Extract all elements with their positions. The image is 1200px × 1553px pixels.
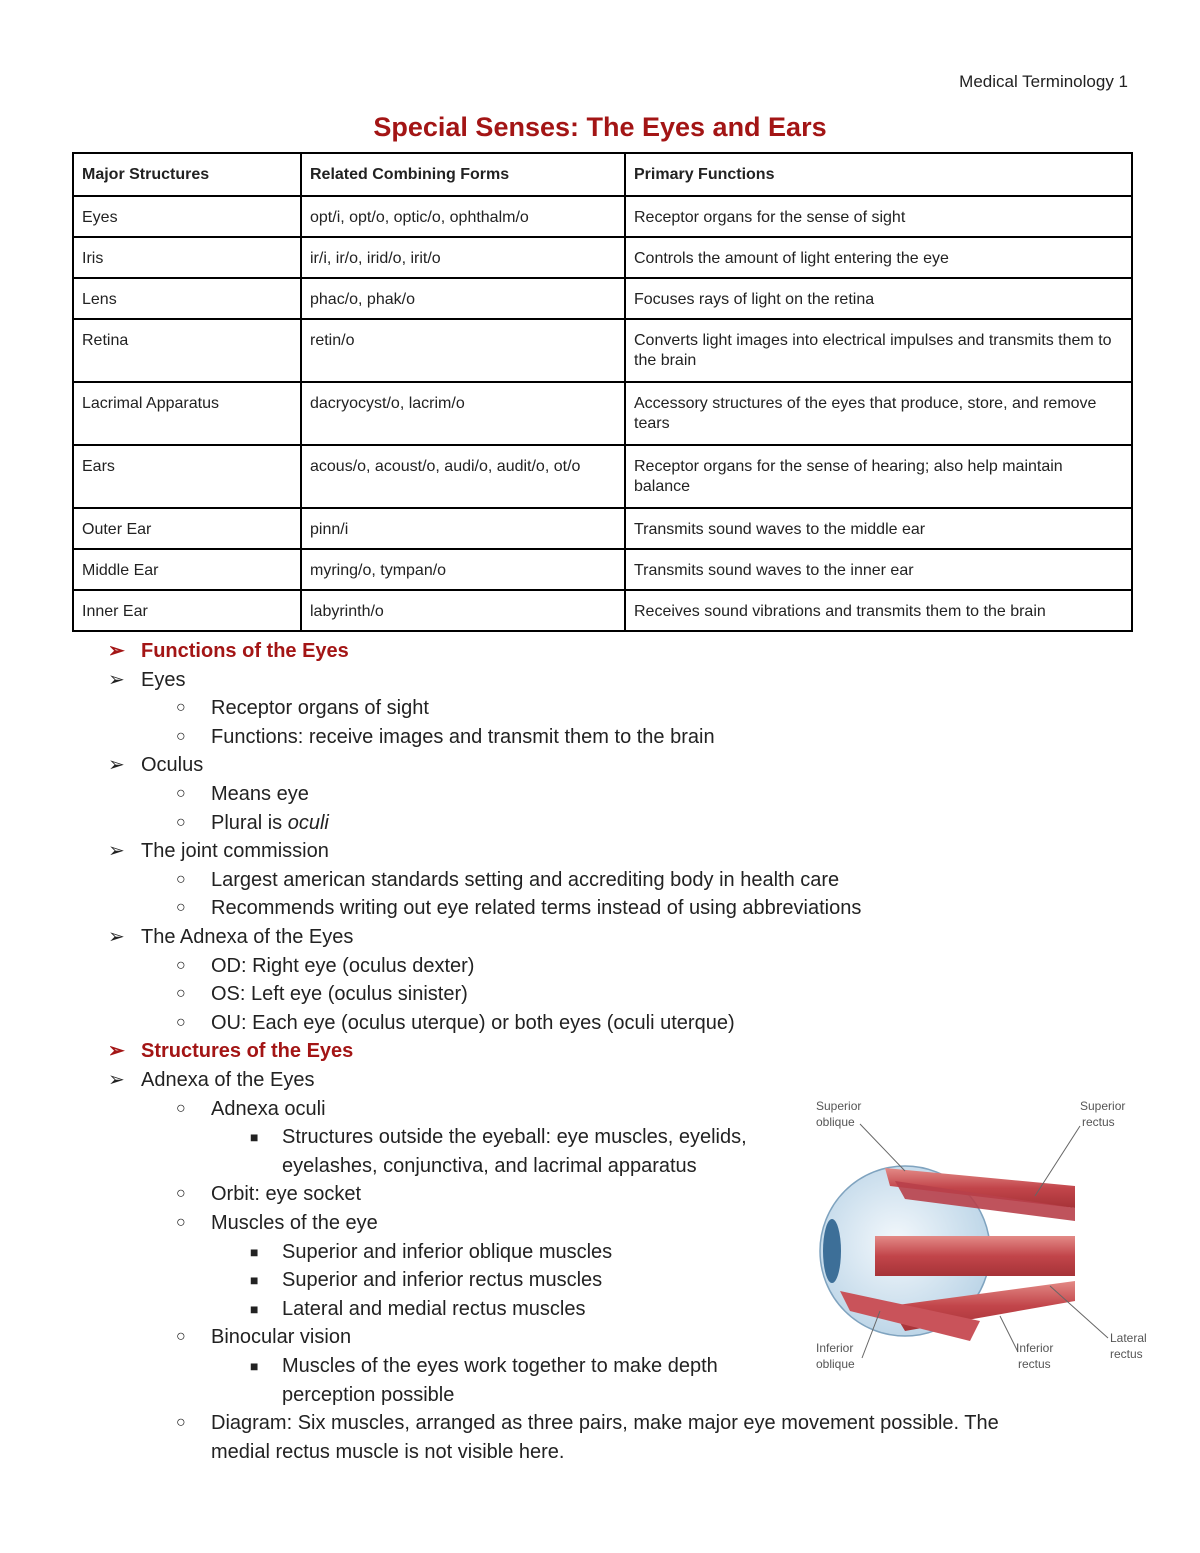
label-inferior-oblique: oblique — [816, 1357, 855, 1371]
outline-text: Muscles of the eye — [211, 1212, 378, 1234]
table-row — [73, 508, 1132, 549]
label-superior-oblique: oblique — [816, 1115, 855, 1129]
outline-text: Adnexa of the Eyes — [141, 1069, 315, 1091]
outline-text: Recommends writing out eye related terms instead of using abbreviations — [211, 897, 862, 920]
cornea-shape — [823, 1219, 841, 1283]
table-row — [73, 590, 1132, 631]
outline-text: Superior and inferior rectus muscles — [282, 1269, 603, 1292]
bullet-marker: ○ — [176, 813, 186, 831]
outline-text: Largest american standards setting and accrediting body in health care — [211, 868, 840, 891]
bullet-marker: ○ — [176, 785, 186, 802]
label-superior-rectus: rectus — [1082, 1115, 1115, 1129]
eye-muscles-diagram — [810, 1096, 1160, 1386]
structure-cell: Lacrimal Apparatus — [73, 382, 301, 445]
lateral-rectus-muscle — [875, 1236, 1075, 1276]
function-cell: Focuses rays of light on the retina — [625, 278, 1132, 319]
bullet-marker: ○ — [176, 727, 186, 745]
outline-text: The Adnexa of the Eyes — [141, 926, 354, 948]
function-cell: Transmits sound waves to the middle ear — [625, 508, 1132, 549]
table-row — [73, 445, 1132, 508]
combining-forms-cell: pinn/i — [301, 508, 625, 549]
combining-forms-cell: retin/o — [301, 319, 625, 382]
table-header-row — [73, 153, 1132, 196]
outline-text: OU: Each eye (oculus uterque) or both eyes (oculi uterque) — [211, 1011, 735, 1034]
bullet-marker: ○ — [176, 956, 186, 974]
outline-text: Means eye — [211, 783, 309, 805]
outline-text: medial rectus muscle is not visible here. — [211, 1440, 565, 1463]
bullet-marker: ○ — [176, 1185, 186, 1203]
structure-cell: Ears — [73, 445, 301, 508]
combining-forms-cell: myring/o, tympan/o — [301, 549, 625, 590]
bullet-marker: ■ — [250, 1243, 259, 1260]
section-heading: Functions of the Eyes — [141, 640, 349, 662]
outline-text: Diagram: Six muscles, arranged as three pairs, make major eye movement possible. The — [211, 1412, 999, 1435]
bullet-marker: ➢ — [108, 1040, 125, 1063]
combining-forms-cell: opt/i, opt/o, optic/o, ophthalm/o — [301, 196, 625, 237]
outline-text: eyelashes, conjunctiva, and lacrimal apparatus — [282, 1154, 697, 1177]
outline-text: Lateral and medial rectus muscles — [282, 1297, 586, 1320]
bullet-marker: ■ — [250, 1129, 259, 1146]
outline-text: Plural is — [211, 811, 288, 834]
table-row — [73, 382, 1132, 445]
bullet-marker: ○ — [176, 1013, 186, 1031]
table-row — [73, 319, 1132, 382]
outline-text: Binocular vision — [211, 1326, 352, 1349]
outline-text: OS: Left eye (oculus sinister) — [211, 983, 468, 1006]
label-superior-rectus: Superior — [1080, 1099, 1126, 1113]
combining-forms-cell: ir/i, ir/o, irid/o, irit/o — [301, 237, 625, 278]
combining-forms-cell: labyrinth/o — [301, 590, 625, 631]
label-inferior-rectus: Inferior — [1016, 1341, 1054, 1355]
structure-cell: Outer Ear — [73, 508, 301, 549]
outline-text: Orbit: eye socket — [211, 1183, 362, 1206]
structure-cell: Eyes — [73, 196, 301, 237]
structures-table — [72, 152, 1133, 632]
combining-forms-cell: phac/o, phak/o — [301, 278, 625, 319]
function-cell: Converts light images into electrical impulses and transmits them to the brain — [625, 319, 1132, 382]
bullet-marker: ➢ — [108, 1069, 125, 1091]
section-heading: Structures of the Eyes — [141, 1040, 354, 1063]
table-row — [73, 196, 1132, 237]
bullet-marker: ■ — [250, 1300, 259, 1317]
outline-text: Structures outside the eyeball: eye muscles, eyelids, — [282, 1126, 747, 1149]
function-cell: Controls the amount of light entering the eye — [625, 237, 1132, 278]
structure-cell: Middle Ear — [73, 549, 301, 590]
structure-cell: Lens — [73, 278, 301, 319]
label-inferior-rectus: rectus — [1018, 1357, 1051, 1371]
bullet-marker: ○ — [176, 870, 186, 888]
label-inferior-oblique: Inferior — [816, 1341, 854, 1355]
bullet-marker: ■ — [250, 1358, 259, 1374]
function-cell: Accessory structures of the eyes that produce, store, and remove tears — [625, 382, 1132, 445]
label-lateral-rectus: Lateral — [1110, 1331, 1147, 1345]
outline-text: Adnexa oculi — [211, 1097, 326, 1120]
function-cell: Transmits sound waves to the inner ear — [625, 549, 1132, 590]
bullet-marker: ○ — [176, 699, 186, 717]
outline-italic-text: oculi — [287, 811, 329, 834]
table-header-cell: Major Structures — [73, 153, 301, 196]
outline-text: Receptor organs of sight — [211, 697, 429, 720]
page-header-course: Medical Terminology 1 — [959, 72, 1128, 91]
bullet-marker: ○ — [176, 1214, 186, 1231]
outline-text: perception possible — [282, 1383, 455, 1406]
outline-text: Muscles of the eyes work together to make depth — [282, 1355, 718, 1377]
table-header-cell: Related Combining Forms — [301, 153, 625, 196]
bullet-marker: ○ — [176, 1414, 186, 1432]
outline-text: Functions: receive images and transmit them to the brain — [211, 725, 715, 748]
outline-text-group — [211, 809, 329, 837]
table-header-cell: Primary Functions — [625, 153, 1132, 196]
bullet-marker: ■ — [250, 1272, 259, 1289]
outline-text: Superior and inferior oblique muscles — [282, 1240, 613, 1263]
bullet-marker: ➢ — [108, 754, 125, 777]
table-row — [73, 278, 1132, 319]
function-cell: Receptor organs for the sense of hearing; also help maintain balance — [625, 445, 1132, 508]
outline-text: The joint commission — [141, 840, 329, 863]
outline-text: OD: Right eye (oculus dexter) — [211, 954, 475, 977]
bullet-marker: ○ — [176, 985, 186, 1003]
structure-cell: Iris — [73, 237, 301, 278]
page-title: Special Senses: The Eyes and Ears — [373, 112, 827, 142]
outline-text: Oculus — [141, 754, 204, 777]
bullet-marker: ➢ — [108, 926, 125, 948]
table-row — [73, 237, 1132, 278]
label-superior-oblique: Superior — [816, 1099, 862, 1113]
table-row — [73, 549, 1132, 590]
bullet-marker: ➢ — [108, 668, 125, 691]
bullet-marker: ➢ — [108, 840, 125, 863]
combining-forms-cell: dacryocyst/o, lacrim/o — [301, 382, 625, 445]
structure-cell: Retina — [73, 319, 301, 382]
bullet-marker: ○ — [176, 899, 186, 917]
outline-text: Eyes — [141, 668, 186, 691]
function-cell: Receives sound vibrations and transmits them to the brain — [625, 590, 1132, 631]
function-cell: Receptor organs for the sense of sight — [625, 196, 1132, 237]
structure-cell: Inner Ear — [73, 590, 301, 631]
combining-forms-cell: acous/o, acoust/o, audi/o, audit/o, ot/o — [301, 445, 625, 508]
bullet-marker: ○ — [176, 1328, 186, 1346]
label-lateral-rectus: rectus — [1110, 1347, 1143, 1361]
bullet-marker: ➢ — [108, 640, 125, 662]
bullet-marker: ○ — [176, 1099, 186, 1117]
